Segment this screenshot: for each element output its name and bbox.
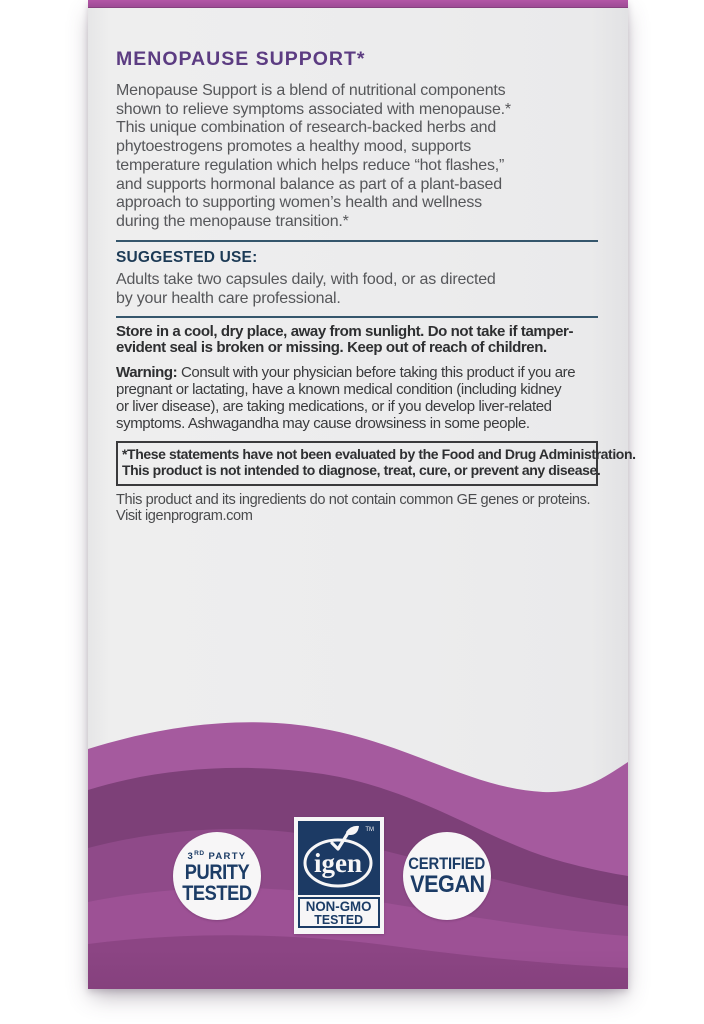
text-line: or liver disease), are taking medications, or if you develop liver-related — [116, 398, 552, 416]
igen-tested-word: TESTED — [314, 912, 364, 927]
igen-logo-box — [298, 821, 380, 895]
third-party-label — [188, 848, 247, 862]
warning-remaining-lines — [116, 381, 598, 432]
third-party-ordinal: RD — [194, 849, 205, 857]
text-line: Menopause Support is a blend of nutritional components — [116, 82, 506, 99]
text-line: *These statements have not been evaluated by the Food and Drug Administration. — [122, 446, 636, 463]
tested-word: TESTED — [182, 882, 252, 906]
text-line: This product and its ingredients do not contain common GE genes or proteins. — [116, 491, 591, 508]
text-line: This unique combination of research-backed herbs and — [116, 119, 497, 137]
text-line: Store in a cool, dry place, away from sunlight. Do not take if tamper- — [116, 322, 574, 340]
non-gmo-tested-label — [298, 897, 380, 928]
text-line: evident seal is broken or missing. Keep out of reach of children. — [116, 339, 547, 357]
ge-statement — [116, 492, 598, 524]
text-line: Adults take two capsules daily, with food, or as directed — [116, 270, 496, 288]
igen-non-gmo-badge — [294, 817, 384, 934]
third-party-number: 3 — [187, 851, 195, 863]
text-line: Visit igenprogram.com — [116, 507, 253, 524]
igen-leaf-icon — [332, 826, 359, 849]
certified-vegan-badge — [403, 832, 491, 920]
text-line: by your health care professional. — [116, 290, 341, 308]
product-title: MENOPAUSE SUPPORT* — [116, 48, 366, 70]
text-line: shown to relieve symptoms associated with menopause.* — [116, 100, 511, 118]
divider-rule-top — [116, 240, 598, 242]
igen-logo-text: igen — [313, 848, 363, 878]
warning-first-line — [116, 364, 598, 381]
text-line: approach to supporting women’s health and wellness — [116, 194, 482, 212]
text-line: This product is not intended to diagnose, treat, cure, or prevent any disease. — [122, 462, 601, 479]
text-line: during the menopause transition.* — [116, 212, 349, 230]
purity-word: PURITY — [184, 861, 250, 885]
third-party-word: PARTY — [204, 851, 247, 863]
warning-first-line-rest: Consult with your physician before taking this product if you are — [177, 364, 576, 382]
igen-trademark: TM — [365, 827, 374, 833]
warning-label: Warning: — [116, 364, 178, 382]
purity-tested-badge — [173, 832, 261, 920]
text-line: symptoms. Ashwagandha may cause drowsiness in some people. — [116, 415, 530, 433]
warning-text — [116, 364, 598, 432]
divider-rule-middle — [116, 316, 598, 318]
product-description — [116, 82, 598, 232]
text-line: and supports hormonal balance as part of a plant-based — [116, 175, 502, 193]
text-line: phytoestrogens promotes a healthy mood, supports — [116, 138, 472, 156]
text-line: pregnant or lactating, have a known medical condition (including kidney — [116, 381, 562, 399]
purple-wave-footer — [88, 717, 628, 989]
text-line: temperature regulation which helps reduce “hot flashes,” — [116, 156, 505, 174]
suggested-use-text — [116, 270, 598, 309]
fda-disclaimer-box — [116, 441, 636, 485]
label-text-area — [88, 0, 636, 524]
product-box-back-panel — [88, 0, 636, 989]
vegan-word: VEGAN — [409, 871, 485, 898]
certified-word: CERTIFIED — [408, 855, 486, 873]
non-gmo-word: NON-GMO — [306, 898, 372, 914]
igen-logo — [298, 821, 380, 895]
storage-instructions — [116, 324, 598, 358]
suggested-use-heading: SUGGESTED USE: — [116, 248, 258, 266]
